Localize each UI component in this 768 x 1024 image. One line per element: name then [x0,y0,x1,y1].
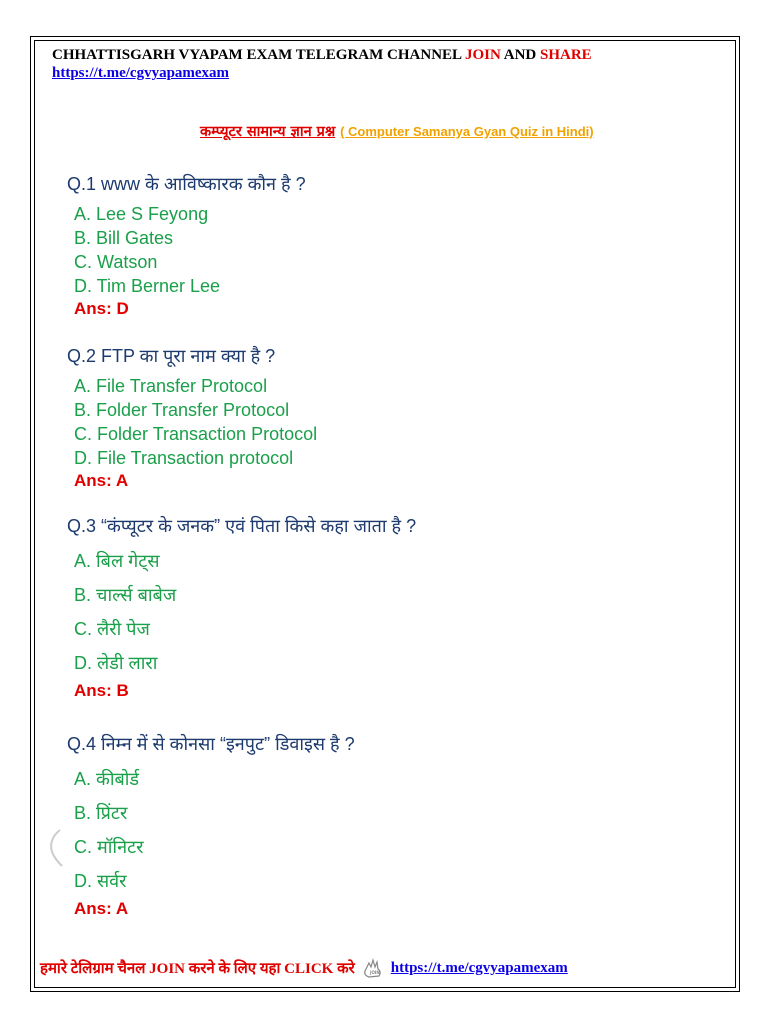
option-b: B. चार्ल्स बाबेज [74,585,177,605]
question-text: Q.1 www के आविष्कारक कौन है ? [67,174,306,194]
option-c: C. मॉनिटर [74,837,144,857]
header-and: AND [503,47,537,63]
footer-text: हमारे टेलिग्राम चैनल JOIN करने के लिए यहा CLICK करे [40,961,355,977]
option-b: B. Bill Gates [74,228,174,248]
answer-text: Ans: A [74,471,129,490]
subtitle-english: ( Computer Samanya Gyan Quiz in Hindi) [340,124,594,139]
subtitle-hindi: कम्प्यूटर सामान्य ज्ञान प्रश्न [200,124,336,140]
svg-text:JOIN: JOIN [369,970,380,975]
option-a: A. Lee S Feyong [74,204,209,224]
header-line [52,46,592,64]
question-text: Q.2 FTP का पूरा नाम क्या है ? [67,346,276,366]
option-c: C. Folder Transaction Protocol [74,424,318,444]
option-a: A. File Transfer Protocol [74,376,268,396]
option-d: D. लेडी लारा [74,653,158,673]
channel-header [52,46,592,82]
options-list [74,202,306,298]
option-a: A. बिल गेट्स [74,551,160,571]
question-text: Q.4 निम्न में से कोनसा “इनपुट” डिवाइस है ? [67,734,355,754]
header-join: JOIN [464,47,501,63]
pointing-hand-icon [361,957,385,979]
option-b: B. प्रिंटर [74,803,128,823]
footer-telegram-link[interactable]: https://t.me/cgvyapamexam [390,959,568,976]
decorative-curve-mark [46,828,64,868]
option-b: B. Folder Transfer Protocol [74,400,290,420]
answer-text: Ans: D [74,299,129,318]
option-d: D. Tim Berner Lee [74,276,221,296]
options-list [74,762,355,898]
option-c: C. लैरी पेज [74,619,150,639]
question-block-3 [67,514,416,702]
question-block-1 [67,172,306,320]
question-block-4 [67,732,355,920]
question-block-2 [67,344,317,492]
header-share: SHARE [540,47,592,63]
answer-text: Ans: B [74,681,129,700]
header-channel-text: CHHATTISGARH VYAPAM EXAM TELEGRAM CHANNEL [52,47,462,63]
page-subtitle [200,121,594,141]
options-list [74,544,416,680]
header-telegram-link[interactable]: https://t.me/cgvyapamexam [52,65,230,81]
question-text: Q.3 “कंप्यूटर के जनक” एवं पिता किसे कहा जाता है ? [67,516,417,536]
answer-text: Ans: A [74,899,129,918]
option-d: D. सर्वर [74,871,127,891]
footer-call-to-action [40,957,568,979]
option-c: C. Watson [74,252,158,272]
option-d: D. File Transaction protocol [74,448,294,468]
options-list [74,374,317,470]
option-a: A. कीबोर्ड [74,769,140,789]
